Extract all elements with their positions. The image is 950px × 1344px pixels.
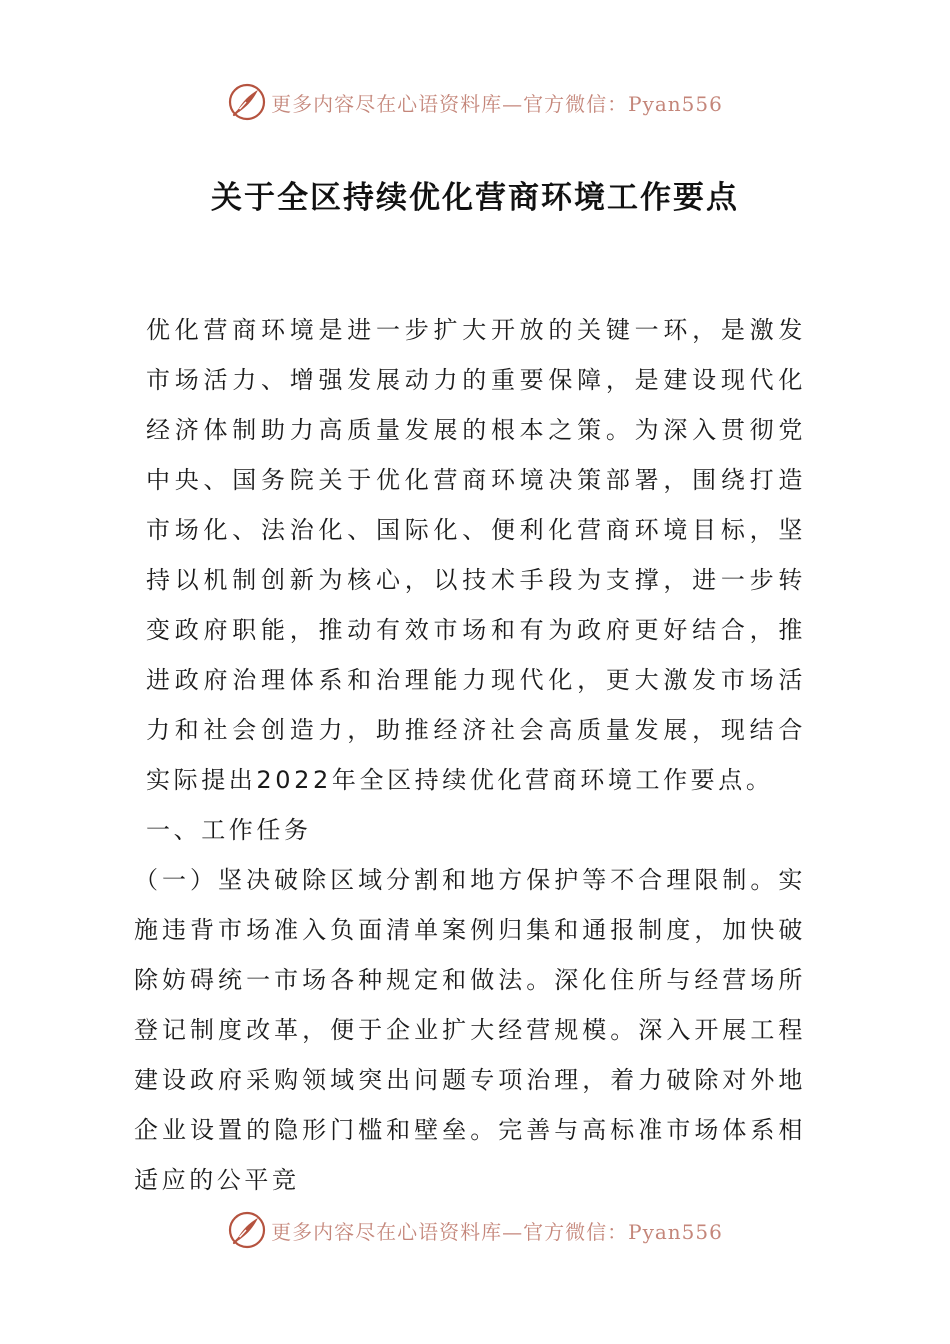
watermark-text: 更多内容尽在心语资料库—官方微信：Pyan556 [271, 91, 723, 116]
watermark-text: 更多内容尽在心语资料库—官方微信：Pyan556 [271, 1219, 723, 1244]
section-heading: 一、工作任务 [146, 816, 312, 844]
document-title: 关于全区持续优化营商环境工作要点 [211, 180, 739, 216]
quill-logo-icon [227, 1210, 267, 1250]
footer-watermark [0, 1208, 950, 1252]
intro-paragraph: 优化营商环境是进一步扩大开放的关键一环，是激发市场活力、增强发展动力的重要保障，是建设现代化经济体制助力高质量发展的根本之策。为深入贯彻党中央、国务院关于优化营商环境决策部署，围绕打造市场化、法治化、国际化、便利化营商环境目标，坚持以机制创新为核心，以技术手段为支撑，进一步转变政府职能，推动有效市场和有为政府更好结合，推进政府治理体系和治理能力现代化，更大激发市场活力和社会创造力，助推经济社会高质量发展，现结合实际提出2022年全区持续优化营商环境工作要点。 [146, 316, 806, 794]
document-body [134, 305, 806, 1205]
quill-logo-icon [227, 82, 267, 122]
task-paragraph: （一）坚决破除区域分割和地方保护等不合理限制。实施违背市场准入负面清单案例归集和通报制度，加快破除妨碍统一市场各种规定和做法。深化住所与经营场所登记制度改革，便于企业扩大经营规模。深入开展工程建设政府采购领域突出问题专项治理，着力破除对外地企业设置的隐形门槛和壁垒。完善与高标准市场体系相适应的公平竞 [134, 866, 806, 1194]
header-watermark [0, 80, 950, 124]
